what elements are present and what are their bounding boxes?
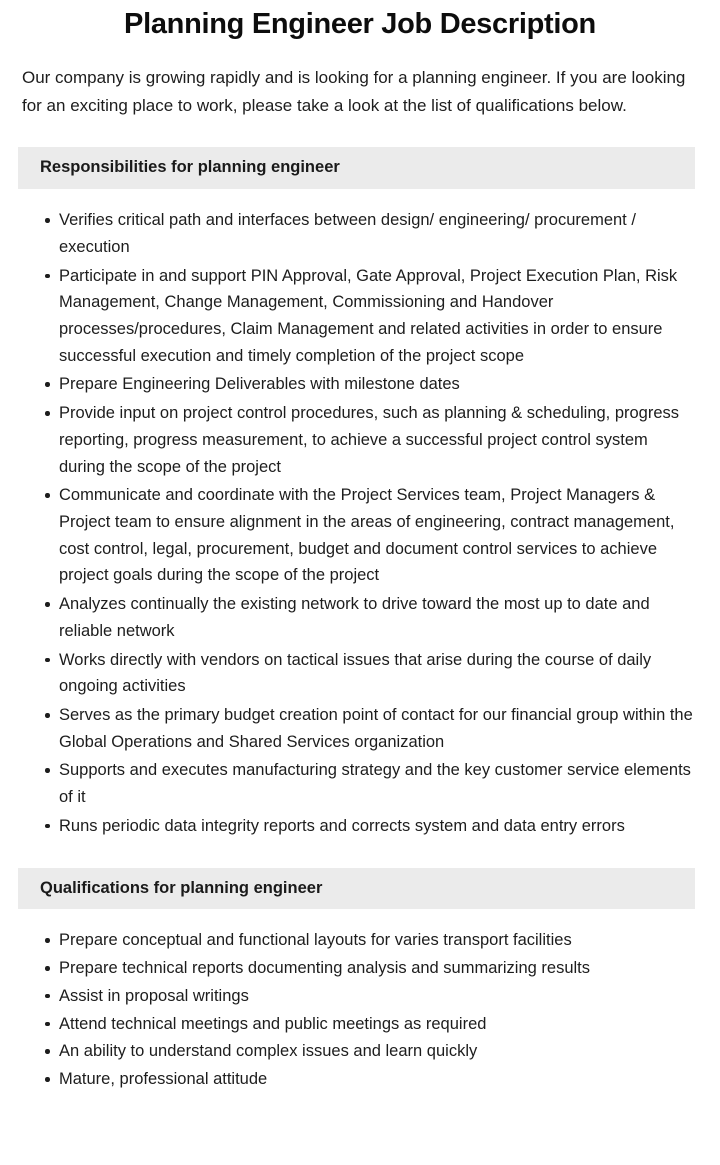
list-item: Mature, professional attitude: [45, 1066, 695, 1093]
list-item: Works directly with vendors on tactical issues that arise during the course of daily ongoing activities: [45, 647, 695, 700]
section-heading-qualifications: Qualifications for planning engineer: [18, 868, 695, 910]
list-item: Assist in proposal writings: [45, 983, 695, 1010]
page-title: Planning Engineer Job Description: [124, 8, 596, 40]
qualifications-list: [0, 909, 720, 1092]
list-item: Communicate and coordinate with the Project Services team, Project Managers & Project team to ensure alignment in the areas of engineering, contract management, cost control, legal, procurement, budget and document control services to achieve project goals during the scope of the project: [45, 482, 695, 589]
list-item: Prepare technical reports documenting analysis and summarizing results: [45, 955, 695, 982]
list-item: Provide input on project control procedures, such as planning & scheduling, progress reporting, progress measurement, to achieve a successful project control system during the scope of the project: [45, 400, 695, 480]
section-qualifications: [0, 868, 720, 1093]
list-item: Analyzes continually the existing network to drive toward the most up to date and reliable network: [45, 591, 695, 644]
list-item: Runs periodic data integrity reports and corrects system and data entry errors: [45, 813, 695, 840]
list-item: Prepare Engineering Deliverables with milestone dates: [45, 371, 695, 398]
list-item: Participate in and support PIN Approval, Gate Approval, Project Execution Plan, Risk Management, Change Management, Commissioning and Handover processes/procedures, Claim Management and related activities in order to ensure successful execution and timely completion of the project scope: [45, 263, 695, 370]
responsibilities-list: [0, 189, 720, 840]
list-item: Supports and executes manufacturing strategy and the key customer service elements of it: [45, 757, 695, 810]
section-responsibilities: [0, 147, 720, 839]
intro-paragraph: Our company is growing rapidly and is looking for a planning engineer. If you are looking for an exciting place to work, please take a look at the list of qualifications below.: [22, 68, 686, 115]
list-item: An ability to understand complex issues and learn quickly: [45, 1038, 695, 1065]
section-heading-responsibilities: Responsibilities for planning engineer: [18, 147, 695, 189]
list-item: Prepare conceptual and functional layouts for varies transport facilities: [45, 927, 695, 954]
list-item: Verifies critical path and interfaces between design/ engineering/ procurement / execution: [45, 207, 695, 260]
list-item: Serves as the primary budget creation point of contact for our financial group within the Global Operations and Shared Services organization: [45, 702, 695, 755]
list-item: Attend technical meetings and public meetings as required: [45, 1011, 695, 1038]
